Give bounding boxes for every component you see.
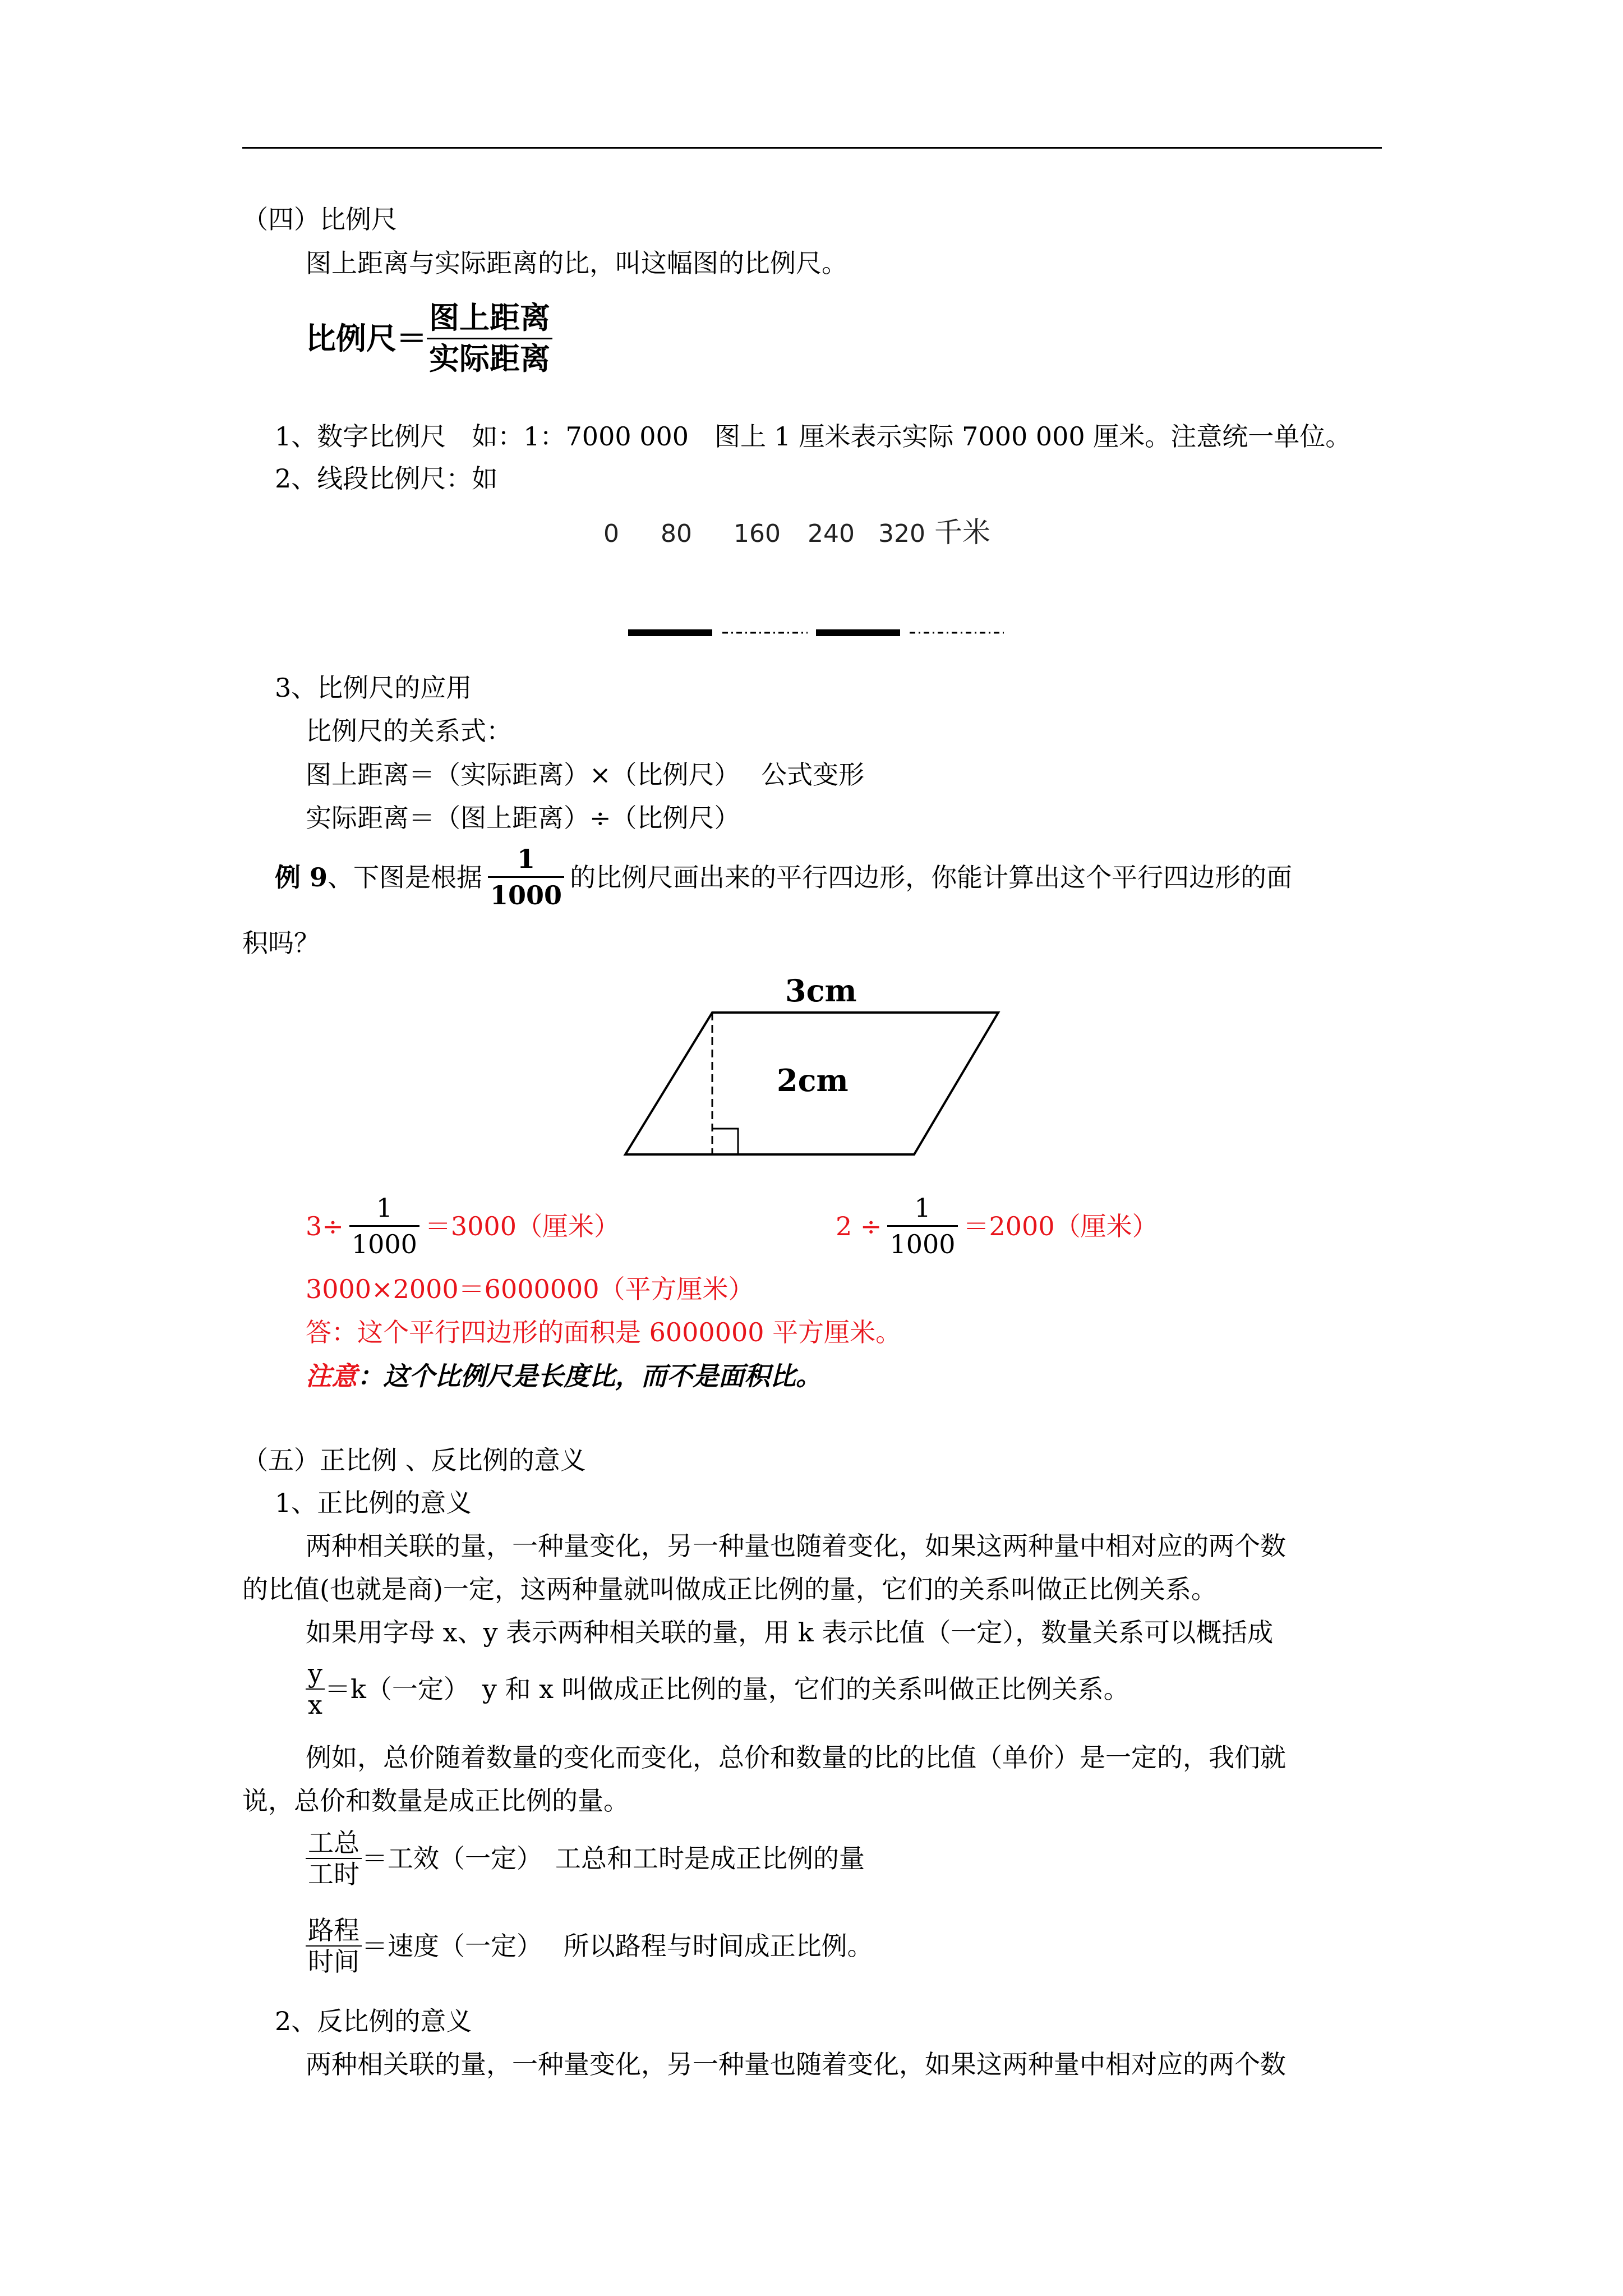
line-scale-item: 2、线段比例尺：如 — [275, 463, 498, 494]
paragraph-2-line2 — [306, 1660, 1129, 1718]
fraction-bar — [887, 1225, 957, 1227]
calc2-post: ＝2000（厘米） — [963, 1211, 1158, 1241]
example-post: 的比例尺画出来的平行四边形，你能计算出这个平行四边形的面 — [570, 862, 1293, 892]
calc2-pre: 2 ÷ — [836, 1211, 882, 1241]
speed-fraction — [306, 1917, 362, 1975]
example-9 — [275, 846, 1292, 908]
calc-2 — [836, 1195, 1158, 1257]
paragraph-2-line1: 如果用字母 x、y 表示两种相关联的量，用 k 表示比值（一定），数量关系可以概括成 — [306, 1617, 1274, 1648]
yx-num: y — [308, 1658, 322, 1688]
speed-den: 时间 — [308, 1947, 359, 1977]
relation-2: 实际距离＝（图上距离）÷（比例尺） — [306, 803, 740, 833]
scale-segment-1 — [628, 629, 712, 636]
relation-1: 图上距离＝（实际距离）×（比例尺） 公式变形 — [306, 760, 865, 790]
definition-text: 图上距离与实际距离的比，叫这幅图的比例尺。 — [306, 248, 847, 278]
calc2-frac-num: 1 — [914, 1193, 931, 1223]
scale-label-160: 160 — [734, 519, 781, 548]
example-line2: 积吗？ — [242, 928, 320, 958]
scale-label-0: 0 — [603, 519, 619, 548]
work-text: ＝工效（一定） 工总和工时是成正比例的量 — [362, 1843, 865, 1874]
work-den: 工时 — [308, 1859, 359, 1889]
example-label: 例 9 — [275, 862, 328, 892]
note-text: ：这个比例尺是长度比，而不是面积比。 — [357, 1361, 822, 1391]
speed-num: 路程 — [308, 1915, 359, 1945]
inverse-proportion-item: 2、反比例的意义 — [275, 2006, 472, 2036]
scale-bar — [623, 624, 1015, 646]
formula-fraction — [427, 300, 552, 376]
relation-title: 比例尺的关系式： — [306, 716, 512, 746]
product-line: 3000×2000＝6000000（平方厘米） — [306, 1274, 754, 1304]
calc2-fraction — [887, 1195, 957, 1257]
calc1-pre: 3÷ — [306, 1211, 344, 1241]
direct-proportion-item: 1、正比例的意义 — [275, 1488, 472, 1518]
work-num: 工总 — [308, 1828, 359, 1858]
paragraph-3-line1: 例如，总价随着数量的变化而变化，总价和数量的比的比值（单价）是一定的，我们就 — [306, 1742, 1286, 1773]
fraction-bar — [488, 876, 564, 878]
right-angle-mark — [712, 1129, 738, 1154]
fraction-bar — [349, 1225, 419, 1227]
formula-numerator: 图上距离 — [429, 300, 550, 335]
yx-text: ＝k（一定） y 和 x 叫做成正比例的量，它们的关系叫做正比例关系。 — [325, 1674, 1129, 1704]
answer-line: 答：这个平行四边形的面积是 6000000 平方厘米。 — [306, 1317, 902, 1347]
paragraph-4-line1: 两种相关联的量，一种量变化，另一种量也随着变化，如果这两种量中相对应的两个数 — [306, 2049, 1286, 2079]
yx-den: x — [308, 1690, 322, 1720]
example-frac-den: 1000 — [490, 880, 562, 910]
section-heading: （四）比例尺 — [242, 204, 397, 234]
calc1-frac-num: 1 — [376, 1193, 393, 1223]
calc2-frac-den: 1000 — [889, 1229, 956, 1259]
paragraph-3-line2: 说，总价和数量是成正比例的量。 — [242, 1786, 629, 1816]
top-length-label: 3cm — [785, 976, 857, 1009]
work-fraction — [306, 1830, 362, 1887]
scale-label-240: 240 — [808, 519, 855, 548]
parallelogram-figure — [617, 976, 1009, 1167]
note-label: 注意 — [306, 1361, 357, 1391]
paragraph-1-line1: 两种相关联的量，一种量变化，另一种量也随着变化，如果这两种量中相对应的两个数 — [306, 1531, 1286, 1561]
example-frac-num: 1 — [517, 844, 536, 874]
calc1-fraction — [349, 1195, 419, 1257]
scale-label-80: 80 — [661, 519, 692, 548]
paragraph-1-line2: 的比值(也就是商)一定，这两种量就叫做成正比例的量，它们的关系叫做正比例关系。 — [242, 1574, 1217, 1604]
speed-example — [306, 1917, 873, 1975]
numeric-scale-item: 1、数字比例尺 如：1：7000 000 图上 1 厘米表示实际 7000 000 厘米。注意统一单位。 — [275, 421, 1352, 452]
formula-denominator: 实际距离 — [429, 341, 550, 376]
scale-formula — [306, 300, 552, 376]
header-rule — [242, 147, 1382, 149]
work-example — [306, 1830, 865, 1887]
scale-segment-3 — [816, 629, 900, 636]
calc1-post: ＝3000（厘米） — [425, 1211, 620, 1241]
note-line — [306, 1363, 822, 1389]
yx-fraction — [306, 1660, 325, 1718]
fraction-bar — [427, 338, 552, 339]
calc1-frac-den: 1000 — [351, 1229, 417, 1259]
example-pre: 、下图是根据 — [328, 862, 483, 892]
formula-lhs: 比例尺＝ — [306, 320, 427, 356]
section5-heading: （五）正比例 、反比例的意义 — [242, 1445, 586, 1475]
application-item: 3、比例尺的应用 — [275, 673, 472, 703]
example-fraction — [488, 846, 564, 908]
height-label: 2cm — [777, 1062, 849, 1098]
scale-label-320: 320 — [878, 519, 925, 548]
scale-label-unit: 千米 — [934, 516, 990, 549]
speed-text: ＝速度（一定） 所以路程与时间成正比例。 — [362, 1931, 873, 1961]
calc-1 — [306, 1195, 620, 1257]
